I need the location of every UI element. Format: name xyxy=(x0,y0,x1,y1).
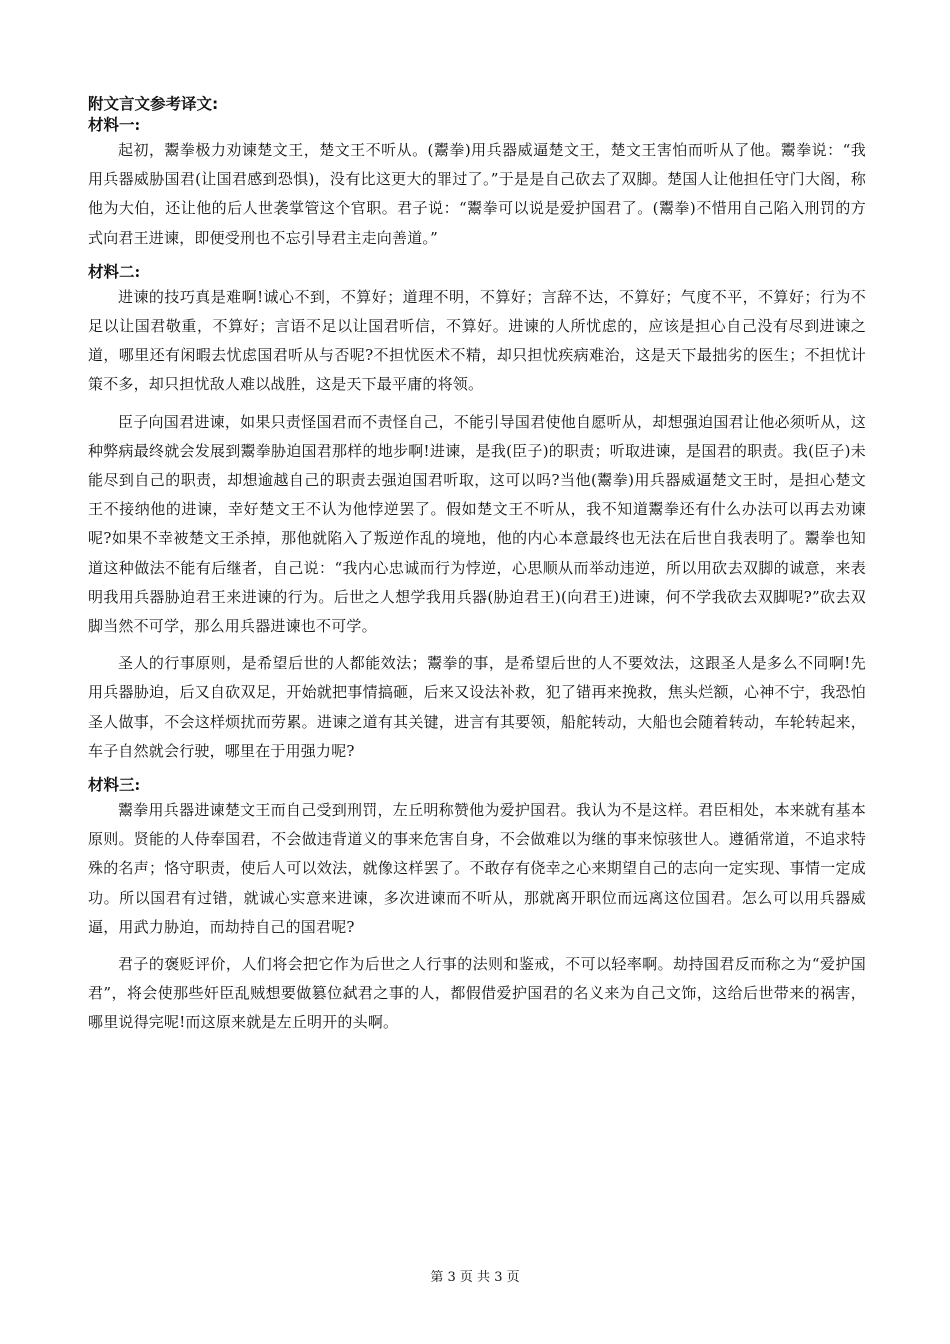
section-material-2 xyxy=(88,261,866,766)
paragraph: 臣子向国君进谏，如果只责怪国君而不责怪自己，不能引导国君使他自愿听从，却想强迫国君让他必须听从，这种弊病最终就会发展到鬻拳胁迫国君那样的地步啊!进谏，是我(臣子)的职责；听取进谏，是国君的职责。我(臣子)未能尽到自己的职责，却想逾越自己的职责去强迫国君听取，这可以吗?当他(鬻拳)用兵器威逼楚文王时，是担心楚文王不接纳他的进谏，幸好楚文王不认为他悖逆罢了。假如楚文王不听从，我不知道鬻拳还有什么办法可以再去劝谏呢?如果不幸被楚文王杀掉，那他就陷入了叛逆作乱的境地，他的内心本意最终也无法在后世自我表明了。鬻拳也知道这种做法不能有后继者，自己说：“我内心忠诚而行为悖逆，心思顺从而举动违逆，所以用砍去双脚的诚意，来表明我用兵器胁迫君王来进谏的行为。后世之人想学我用兵器(胁迫君王)(向君王)进谏，何不学我砍去双脚呢?”砍去双脚当然不可学，那么用兵器进谏也不可学。 xyxy=(88,412,866,636)
paragraph: 圣人的行事原则，是希望后世的人都能效法；鬻拳的事，是希望后世的人不要效法，这跟圣人是多么不同啊!先用兵器胁迫，后又自砍双足，开始就把事情搞砸，后来又设法补救，犯了错再来挽救，焦头烂额，心神不宁，我恐怕圣人做事，不会这样烦扰而劳累。进谏之道有其关键，进言有其要领，船舵转动，大船也会随着转动，车轮转起来，车子自然就会行驶，哪里在于用强力呢? xyxy=(88,654,866,760)
section-material-1 xyxy=(88,114,866,253)
section-material-3 xyxy=(88,774,866,1038)
section-heading: 材料一: xyxy=(88,115,141,134)
paragraph: 君子的褒贬评价，人们将会把它作为后世之人行事的法则和鉴戒，不可以轻率啊。劫持国君反而称之为“爱护国君”，将会使那些奸臣乱贼想要做篡位弑君之事的人，都假借爱护国君的名义来为自己文饰，这给后世带来的祸害，哪里说得完呢!而这原来就是左丘明开的头啊。 xyxy=(88,955,866,1032)
section-heading: 材料三: xyxy=(88,775,141,795)
document-title: 附文言文参考译文: xyxy=(88,95,219,113)
paragraph: 鬻拳用兵器进谏楚文王而自己受到刑罚，左丘明称赞他为爱护国君。我认为不是这样。君臣相处，本来就有基本原则。贤能的人侍奉国君，不会做违背道义的事来危害自身，不会做难以为继的事来惊骇世人。遵循常道，不追求特殊的名声；恪守职责，使后人可以效法，就像这样罢了。不敢存有侥幸之心来期望自己的志向一定实现、事情一定成功。所以国君有过错，就诚心实意来进谏，多次进谏而不听从，那就离开职位而远离这位国君。怎么可以用兵器威逼，用武力胁迫，而劫持自己的国君呢? xyxy=(88,801,866,936)
document-page xyxy=(88,94,866,1046)
paragraph: 进谏的技巧真是难啊!诚心不到，不算好；道理不明，不算好；言辞不达，不算好；气度不平，不算好；行为不足以让国君敬重，不算好；言语不足以让国君听信，不算好。进谏的人所忧虑的，应该是担心自己没有尽到进谏之道，哪里还有闲暇去忧虑国君听从与否呢?不担忧医术不精，却只担忧疾病难治，这是天下最拙劣的医生；不担忧计策不多，却只担忧敌人难以战胜，这是天下最平庸的将领。 xyxy=(88,287,866,394)
section-heading: 材料二: xyxy=(88,261,141,281)
paragraph: 起初，鬻拳极力劝谏楚文王，楚文王不听从。(鬻拳)用兵器威逼楚文王，楚文王害怕而听从了他。鬻拳说：“我用兵器威胁国君(让国君感到恐惧)，没有比这更大的罪过了。”于是是自己砍去了双脚。楚国人让他担任守门大阁，称他为大伯，还让他的后人世袭掌管这个官职。君子说：“鬻拳可以说是爱护国君了。(鬻拳)不惜用自己陷入刑罚的方式向君王进谏，即便受刑也不忘引导君主走向善道。” xyxy=(88,141,866,247)
page-footer: 第 3 页 共 3 页 xyxy=(430,1270,520,1285)
